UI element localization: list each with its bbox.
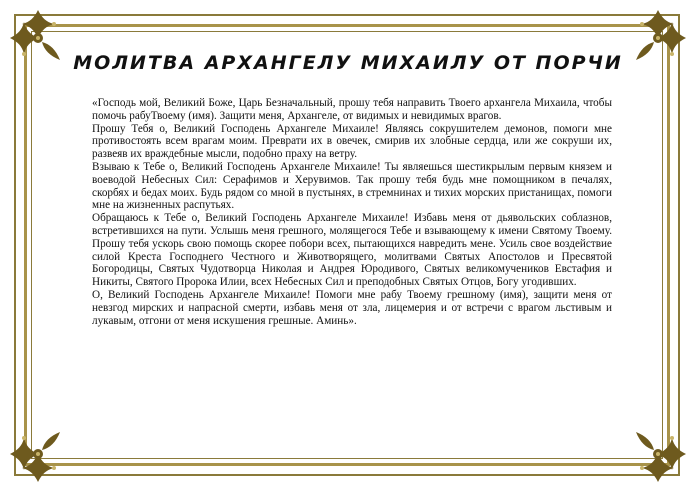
prayer-paragraph: «Господь мой, Великий Боже, Царь Безначальный, прошу тебя направить Твоего архангела Михаила, чтобы помочь рабуТвоему (имя). Защити меня, Архангеле, от видимых и невидимых врагов. xyxy=(92,97,612,122)
floral-corner-ornament-icon xyxy=(626,422,690,486)
prayer-text xyxy=(92,97,612,327)
floral-corner-ornament-icon xyxy=(6,422,70,486)
prayer-paragraph: Обращаюсь к Тебе о, Великий Господень Архангеле Михаиле! Избавь меня от дьявольских соблазнов, встретившихся на пути. Услышь меня грешного, молящегося Тебе и взывающему к имени Святому Твоему. Прошу тебя ускорь свою помощь скорее побори всех, пытающихся навредить мене. Усиль свое воздействие силой Креста Господнего Честного и Животворящего, молитвами Святых Апостолов и Пресвятой Богородицы, Святых Чудотворца Николая и Андрея Юродивого, Святых великомучеников Евстафия и Никиты, Святого Пророка Илии, всех Небесных Сил и преподобных Святых Отцов, Богу угодивших. xyxy=(92,212,612,289)
prayer-title: МОЛИТВА АРХАНГЕЛУ МИХАИЛУ ОТ ПОРЧИ xyxy=(73,52,623,74)
prayer-paragraph: Взываю к Тебе о, Великий Господень Архангеле Михаиле! Ты являешься шестикрылым первым князем и воеводой Небесных Сил: Серафимов и Херувимов. Так прошу тебя будь мне помощником в печалях, скорбях и бедах моих. Будь рядом со мной в пустынях, в стремнинах и тихих морских пристанищах, помоги мне на жизненных распутьях. xyxy=(92,160,612,212)
prayer-paragraph: Прошу Тебя о, Великий Господень Архангеле Михаиле! Являясь сокрушителем демонов, помоги мне противостоять всем врагам моим. Преврати их в овечек, смирив их злобные сердца, или же сокруши их, развеяв их враждебные мысли, подобно праху на ветру. xyxy=(92,122,612,161)
prayer-paragraph: О, Великий Господень Архангеле Михаиле! Помоги мне рабу Твоему грешному (имя), защити меня от невзгод мирских и напрасной смерти, избавь меня от зла, лицемерия и от встречи с врагом льстивым и лукавым, отгони от меня искушения грешные. Аминь». xyxy=(92,288,612,327)
